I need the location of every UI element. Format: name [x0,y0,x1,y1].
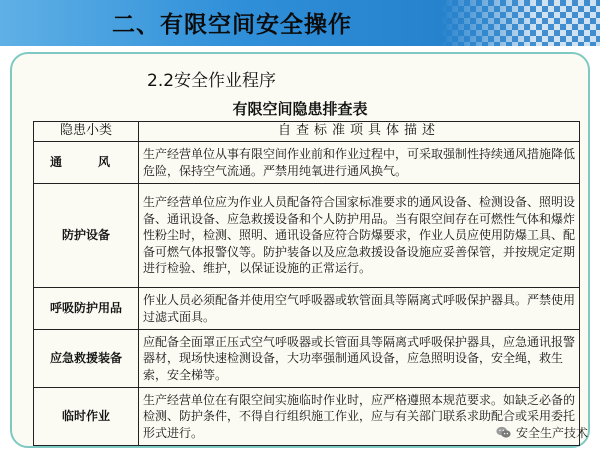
row-category: 呼吸防护用品 [34,288,139,330]
watermark [495,424,588,441]
table-row [34,288,580,330]
wechat-icon [495,424,512,441]
hazard-table [33,121,580,446]
row-description: 应配备全面罩正压式空气呼吸器或长管面具等隔离式呼吸保护器具，应急通讯报警器材，现场快速检测设备，大功率强制通风设备，应急照明设备，安全绳，救生索，安全梯等。 [139,330,580,388]
row-description: 作业人员必须配备并使用空气呼吸器或软管面具等隔离式呼吸保护器具。严禁使用过滤式面具。 [139,288,580,330]
row-description: 生产经营单位在有限空间实施临时作业时，应严格遵照本规范要求。如缺乏必备的检测、防护条件，不得自行组织施工作业，应与有关部门联系求助配合或采用委托形式进行。 [139,388,580,446]
table-row [34,184,580,288]
table-row [34,330,580,388]
row-category: 通 风 [34,142,139,184]
row-category: 临时作业 [34,388,139,446]
row-category: 应急救援装备 [34,330,139,388]
table-header-row [34,122,580,142]
header-banner [0,0,600,46]
section-title: 2.2安全作业程序 [147,71,277,91]
header-checker-pattern [440,0,600,46]
table-title: 有限空间隐患排查表 [232,100,368,118]
page-title: 二、有限空间安全操作 [112,12,352,38]
column-header-description: 自查标准项具体描述 [139,122,580,142]
watermark-text: 安全生产技术 [515,426,588,440]
column-header-category: 隐患小类 [34,122,139,142]
row-description: 生产经营单位应为作业人员配备符合国家标准要求的通风设备、检测设备、照明设备、通讯设备、应急救援设备和个人防护用品。当有限空间存在可燃性气体和爆炸性粉尘时，检测、照明、通讯设备应符合防爆要求，作业人员应使用防爆工具、配备可燃气体报警仪等。防护装备以及应急救援设备设施应妥善保管，并按规定定期进行检验、维护，以保证设施的正常运行。 [139,184,580,288]
table-row [34,142,580,184]
row-category: 防护设备 [34,184,139,288]
row-description: 生产经营单位从事有限空间作业前和作业过程中，可采取强制性持续通风措施降低危险，保持空气流通。严禁用纯氧进行通风换气。 [139,142,580,184]
